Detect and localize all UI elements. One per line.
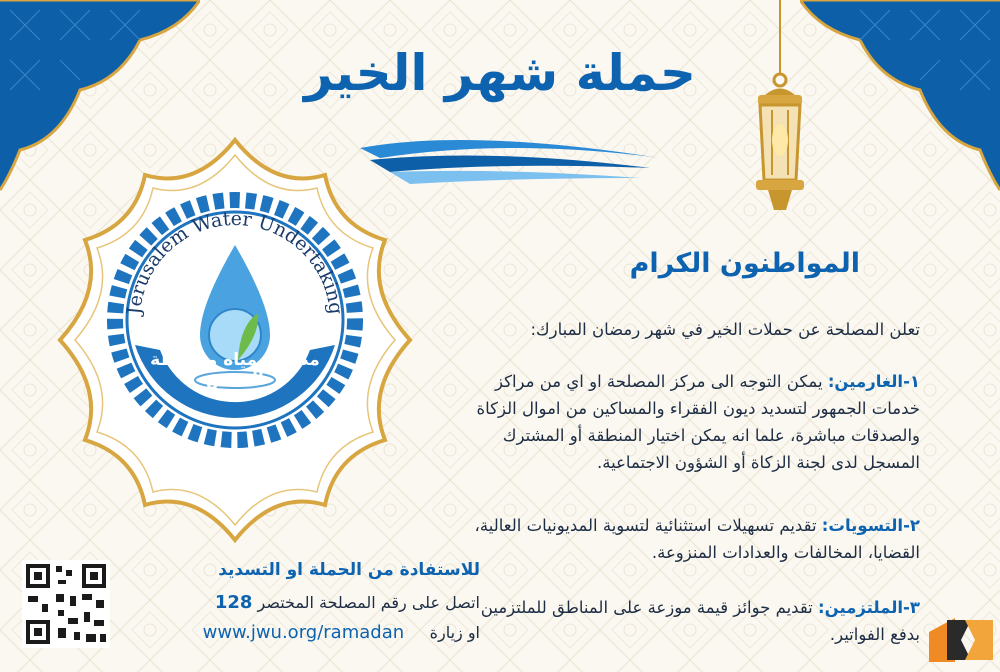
list-item [470, 368, 920, 476]
cta-visit-text: او زيارة [429, 623, 480, 642]
top-right-corner-ornament [800, 0, 1000, 200]
list-item [470, 594, 920, 648]
intro-text: تعلن المصلحة عن حملات الخير في شهر رمضان المبارك: [530, 320, 920, 339]
qr-code-icon[interactable] [22, 560, 110, 648]
greeting-heading: المواطنون الكرام [629, 248, 860, 279]
cta-call-text: اتصل على رقم المصلحة المختصر [257, 593, 480, 612]
logo-english-text: Jerusalem Water Undertaking [123, 207, 347, 316]
item-label: ٢-التسويات: [821, 516, 920, 535]
wave-icon [350, 128, 670, 188]
logo-arabic-text: مصلحة مياه محافظة القدس [150, 350, 320, 390]
cta-visit-line [110, 622, 480, 643]
jwu-logo [100, 185, 370, 455]
item-text: تقديم تسهيلات استثنائية لتسوية المديونيات العالية، القضايا، المخالفات والعدادات المنزوعة. [474, 516, 920, 562]
item-label: ٣-الملتزمين: [818, 598, 920, 617]
item-text: يمكن التوجه الى مركز المصلحة او اي من مراكز خدمات الجمهور لتسديد ديون الفقراء والمساكين من اموال الزكاة والصدقات مباشرة، علما انه يمكن اختيار المنطقة أو المشترك المسجل لدى لجنة الزكاة أو الشؤون الاجتماعية. [476, 372, 920, 472]
item-text: تقديم جوائز قيمة موزعة على المناطق للملتزمين بدفع الفواتير. [480, 598, 920, 644]
campaign-title: حملة شهر الخير [304, 44, 696, 102]
list-item [470, 512, 920, 566]
item-label: ١-الغارمين: [827, 372, 920, 391]
lantern-icon [740, 0, 820, 220]
cta-call-line [110, 592, 480, 613]
campaign-url-link[interactable]: www.jwu.org/ramadan [202, 622, 405, 643]
cta-title: للاستفادة من الحملة او التسديد [218, 560, 480, 580]
short-number[interactable]: 128 [214, 592, 253, 613]
watermark-icon [925, 612, 997, 668]
